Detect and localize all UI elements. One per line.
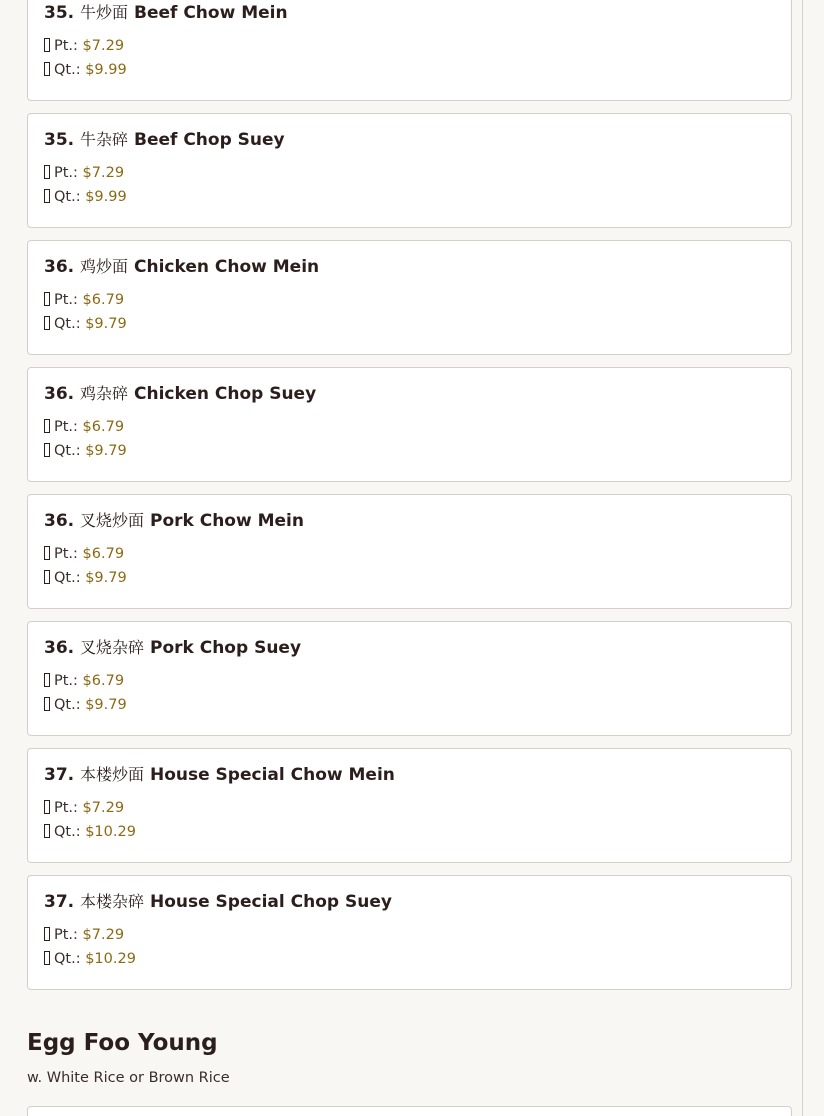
price-pint[interactable] xyxy=(44,34,775,58)
price-icon xyxy=(44,951,50,965)
price-pint[interactable] xyxy=(44,161,775,185)
price-size-label: Pt.: xyxy=(54,673,78,689)
price-value: $9.79 xyxy=(85,697,127,713)
price-value: $7.29 xyxy=(82,800,125,816)
price-value: $6.79 xyxy=(82,546,125,562)
menu-item-card[interactable] xyxy=(27,494,792,609)
price-value: $9.99 xyxy=(85,62,127,78)
menu-item-title xyxy=(44,636,775,660)
section-title: Egg Foo Young xyxy=(27,1030,218,1056)
menu-item-list xyxy=(27,0,792,1002)
item-name: Pork Chow Mein xyxy=(149,511,304,531)
price-icon xyxy=(44,800,50,814)
price-list xyxy=(44,796,775,844)
price-value: $6.79 xyxy=(82,292,125,308)
menu-item-title xyxy=(44,1,775,25)
menu-item-card[interactable] xyxy=(27,875,792,990)
item-name: Pork Chop Suey xyxy=(149,638,302,658)
price-list xyxy=(44,288,775,336)
item-chinese-name: 牛杂碎 xyxy=(80,130,129,149)
item-number: 37. xyxy=(44,892,75,912)
menu-item-title xyxy=(44,890,775,914)
scroll-divider xyxy=(802,0,803,1116)
price-value: $9.79 xyxy=(85,443,127,459)
item-name: Beef Chop Suey xyxy=(133,130,285,150)
price-icon xyxy=(44,443,50,457)
price-quart[interactable] xyxy=(44,58,775,82)
item-number: 36. xyxy=(44,384,75,404)
menu-item-title xyxy=(44,128,775,152)
section-subtitle: w. White Rice or Brown Rice xyxy=(27,1070,230,1086)
price-pint[interactable] xyxy=(44,796,775,820)
price-quart[interactable] xyxy=(44,566,775,590)
menu-item-title xyxy=(44,382,775,406)
item-chinese-name: 牛炒面 xyxy=(80,3,129,22)
price-value: $7.29 xyxy=(82,927,125,943)
price-value: $6.79 xyxy=(82,419,125,435)
price-pint[interactable] xyxy=(44,415,775,439)
menu-item-title xyxy=(44,255,775,279)
price-size-label: Qt.: xyxy=(54,697,81,713)
price-size-label: Qt.: xyxy=(54,824,81,840)
price-list xyxy=(44,34,775,82)
price-size-label: Pt.: xyxy=(54,546,78,562)
price-size-label: Pt.: xyxy=(54,419,78,435)
price-icon xyxy=(44,316,50,330)
price-list xyxy=(44,542,775,590)
item-name: Chicken Chow Mein xyxy=(133,257,320,277)
price-list xyxy=(44,923,775,971)
item-number: 36. xyxy=(44,257,75,277)
price-icon xyxy=(44,165,50,179)
menu-item-title xyxy=(44,763,775,787)
price-size-label: Pt.: xyxy=(54,38,78,54)
price-icon xyxy=(44,673,50,687)
price-icon xyxy=(44,824,50,838)
menu-item-card[interactable] xyxy=(27,621,792,736)
section-header-egg-foo-young xyxy=(27,1026,792,1088)
item-number: 35. xyxy=(44,3,75,23)
menu-item-card[interactable] xyxy=(27,367,792,482)
item-name: Chicken Chop Suey xyxy=(133,384,317,404)
menu-item-card[interactable] xyxy=(27,0,792,101)
item-number: 36. xyxy=(44,511,75,531)
item-chinese-name: 叉烧炒面 xyxy=(80,511,145,530)
price-icon xyxy=(44,62,50,76)
price-size-label: Pt.: xyxy=(54,292,78,308)
price-list xyxy=(44,415,775,463)
price-quart[interactable] xyxy=(44,185,775,209)
price-size-label: Qt.: xyxy=(54,951,81,967)
price-pint[interactable] xyxy=(44,288,775,312)
price-size-label: Qt.: xyxy=(54,62,81,78)
price-value: $9.99 xyxy=(85,189,127,205)
item-name: Beef Chow Mein xyxy=(133,3,288,23)
price-pint[interactable] xyxy=(44,669,775,693)
item-name: House Special Chop Suey xyxy=(149,892,392,912)
price-icon xyxy=(44,189,50,203)
price-icon xyxy=(44,292,50,306)
item-chinese-name: 叉烧杂碎 xyxy=(80,638,145,657)
item-number: 36. xyxy=(44,638,75,658)
price-value: $9.79 xyxy=(85,316,127,332)
price-list xyxy=(44,669,775,717)
price-size-label: Qt.: xyxy=(54,189,81,205)
price-value: $7.29 xyxy=(82,38,125,54)
menu-item-card[interactable] xyxy=(27,113,792,228)
item-chinese-name: 本楼炒面 xyxy=(80,765,145,784)
price-icon xyxy=(44,38,50,52)
price-quart[interactable] xyxy=(44,439,775,463)
price-value: $7.29 xyxy=(82,165,125,181)
price-size-label: Pt.: xyxy=(54,165,78,181)
price-pint[interactable] xyxy=(44,923,775,947)
price-icon xyxy=(44,697,50,711)
price-list xyxy=(44,161,775,209)
price-quart[interactable] xyxy=(44,947,775,971)
menu-item-card-partial[interactable] xyxy=(27,1106,792,1116)
price-icon xyxy=(44,419,50,433)
menu-item-card[interactable] xyxy=(27,748,792,863)
price-size-label: Pt.: xyxy=(54,927,78,943)
item-name: House Special Chow Mein xyxy=(149,765,395,785)
item-number: 35. xyxy=(44,130,75,150)
menu-item-card[interactable] xyxy=(27,240,792,355)
item-chinese-name: 鸡炒面 xyxy=(80,257,129,276)
menu-item-title xyxy=(44,509,775,533)
item-chinese-name: 鸡杂碎 xyxy=(80,384,129,403)
price-quart[interactable] xyxy=(44,312,775,336)
price-size-label: Pt.: xyxy=(54,800,78,816)
price-pint[interactable] xyxy=(44,542,775,566)
price-quart[interactable] xyxy=(44,693,775,717)
price-size-label: Qt.: xyxy=(54,316,81,332)
price-icon xyxy=(44,546,50,560)
item-number: 37. xyxy=(44,765,75,785)
price-icon xyxy=(44,570,50,584)
price-value: $10.29 xyxy=(85,951,136,967)
price-value: $9.79 xyxy=(85,570,127,586)
price-value: $10.29 xyxy=(85,824,136,840)
price-size-label: Qt.: xyxy=(54,443,81,459)
price-quart[interactable] xyxy=(44,820,775,844)
price-size-label: Qt.: xyxy=(54,570,81,586)
price-value: $6.79 xyxy=(82,673,125,689)
item-chinese-name: 本楼杂碎 xyxy=(80,892,145,911)
price-icon xyxy=(44,927,50,941)
